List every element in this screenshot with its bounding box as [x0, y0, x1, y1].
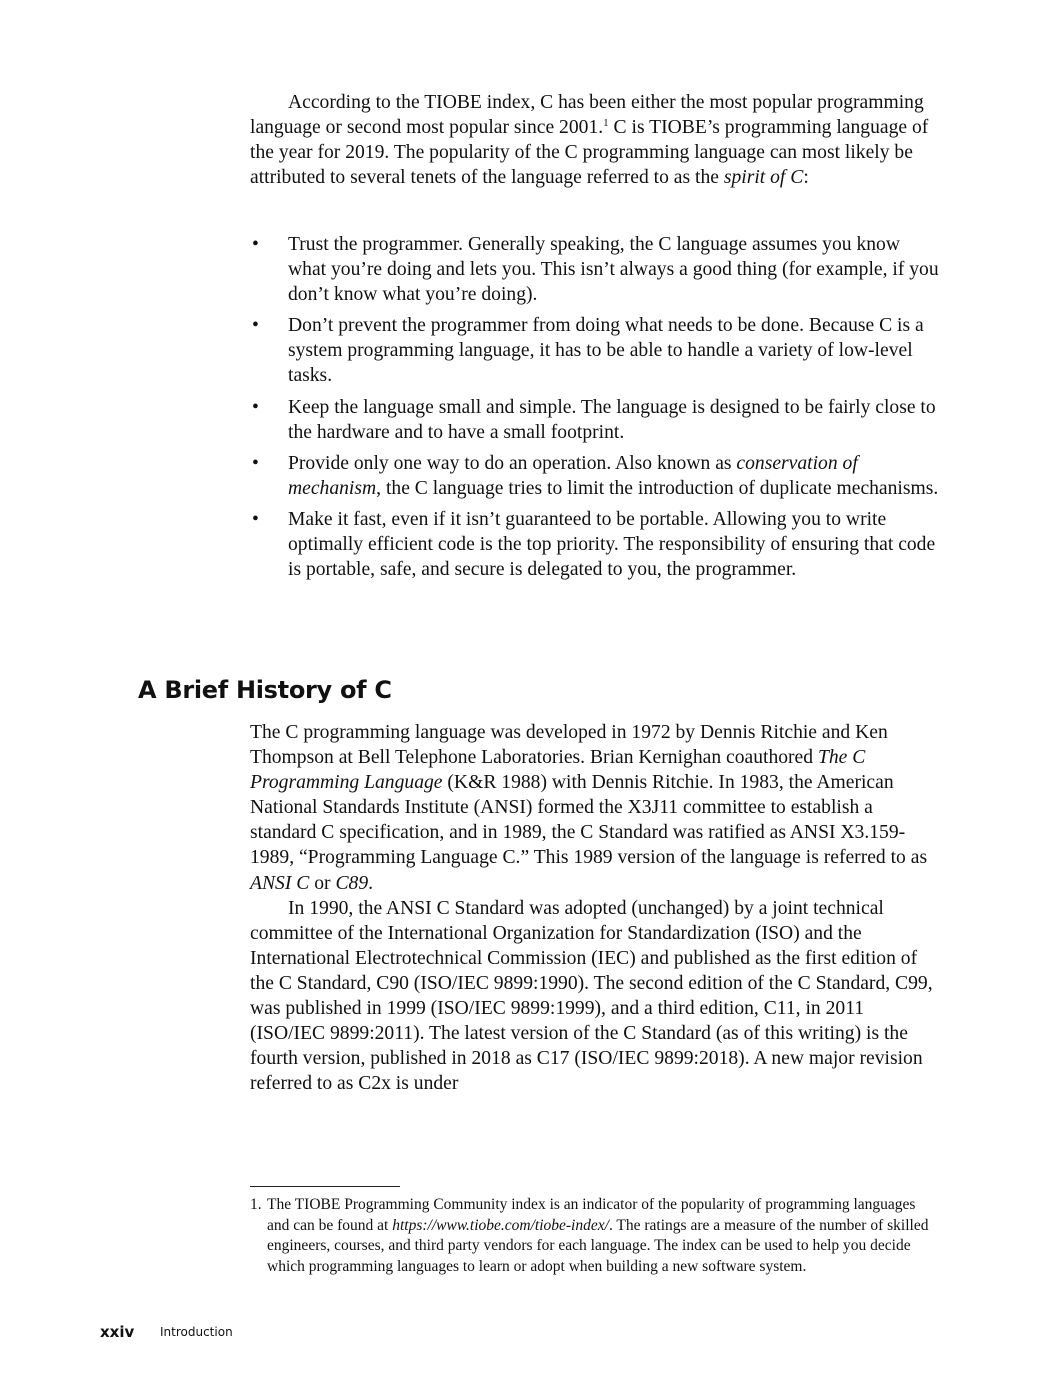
history-paragraph-1	[250, 720, 940, 896]
page-number: xxiv	[100, 1323, 135, 1341]
p1-text: The C programming language was developed in 1972 by Dennis Ritchie and Ken Thompson at Bell Telephone Laboratories. Brian Kernighan coauthored	[250, 722, 888, 769]
list-item-text: Provide only one way to do an operation. Also known as	[288, 452, 737, 474]
bullet-icon: •	[252, 315, 259, 337]
list-item	[250, 451, 940, 501]
footnote-text	[250, 1195, 940, 1277]
list-item	[250, 313, 940, 388]
list-item-text: Make it fast, even if it isn’t guaranteed to be portable. Allowing you to write optimally efficient code is the top priority. The responsibility of ensuring that code is portable, safe, and secure is delegated to you, the programmer.	[288, 508, 936, 581]
bullet-icon: •	[252, 234, 259, 255]
ansi-c-term: ANSI C	[250, 872, 310, 894]
bullet-icon: •	[252, 508, 259, 530]
history-body	[250, 720, 940, 1096]
p1-end: .	[368, 872, 374, 894]
list-item-text: Don’t prevent the programmer from doing what needs to be done. Because C is a system programming language, it has to be able to handle a variety of low-level tasks.	[288, 315, 924, 387]
p1-or: or	[309, 872, 336, 894]
intro-text-cont: C is TIOBE’s programming language of the year for 2019. The popularity of the C programming language can most likely be attributed to several tenets of the language referred to as the	[250, 117, 929, 189]
section-heading: A Brief History of C	[138, 676, 392, 704]
footnote-text-pre: The TIOBE Programming Community index is an indicator of the popularity of programming languages and can be found at	[267, 1196, 916, 1234]
list-item-text: Keep the language small and simple. The language is designed to be fairly close to the hardware and to have a small footprint.	[288, 396, 936, 443]
footnote-divider	[250, 1186, 400, 1187]
intro-end: :	[803, 167, 809, 189]
bullet-icon: •	[252, 396, 259, 418]
footnote-text-post: . The ratings are a measure of the number of skilled engineers, courses, and third party vendors for each language. The index can be used to help you decide which programming languages to learn or adopt when building a new software system.	[267, 1216, 929, 1275]
tiobe-url-link[interactable]: https://www.tiobe.com/tiobe-index/	[392, 1216, 609, 1234]
footnote	[250, 1195, 940, 1277]
intro-paragraph	[250, 90, 940, 190]
list-item	[250, 507, 940, 582]
list-item	[250, 232, 940, 307]
history-paragraph-2: In 1990, the ANSI C Standard was adopted (unchanged) by a joint technical committee of the International Organization for Standardization (ISO) and the International Electrotechnical Commission (IEC) and published as the first edition of the C Standard, C90 (ISO/IEC 9899:1990). The second edition of the C Standard, C99, was published in 1999 (ISO/IEC 9899:1999), and a third edition, C11, in 2011 (ISO/IEC 9899:2011). The latest version of the C Standard (as of this writing) is the fourth version, published in 2018 as C17 (ISO/IEC 9899:2018). A new major revision referred to as C2x is under	[250, 897, 933, 1095]
bullet-icon: •	[252, 452, 259, 474]
book-title: The C Programming Language	[250, 747, 866, 794]
intro-text: According to the TIOBE index, C has been either the most popular programming language or second most popular since 2001.	[250, 92, 924, 139]
tenets-list	[250, 232, 940, 588]
p1-text-cont: (K&R 1988) with Dennis Ritchie. In 1983, the American National Standards Institute (ANSI) formed the X3J11 committee to establish a standard C specification, and in 1989, the C Standard was ratified as ANSI X3.159-1989, “Programming Language C.” This 1989 version of the language is referred to as	[250, 772, 928, 869]
conservation-term: conservation of mechanism	[288, 452, 858, 499]
c89-term: C89	[335, 872, 369, 894]
footnote-reference[interactable]: 1	[603, 117, 609, 130]
list-item-text-cont: , the C language tries to limit the introduction of duplicate mechanisms.	[376, 477, 939, 499]
list-item-text: Trust the programmer. Generally speaking, the C language assumes you know what you’re doing and lets you. This isn’t always a good thing (for example, if you don’t know what you’re doing).	[288, 234, 939, 306]
spirit-of-c-term: spirit of C	[723, 167, 804, 189]
footnote-number: 1.	[250, 1196, 262, 1213]
list-item	[250, 395, 940, 445]
running-head: Introduction	[160, 1325, 233, 1339]
